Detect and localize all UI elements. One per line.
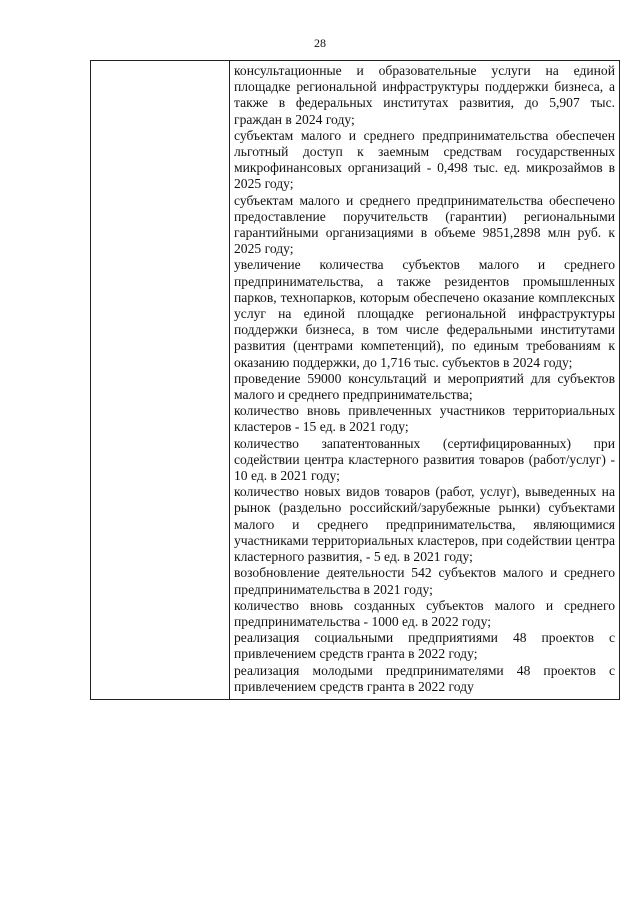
table-paragraph: проведение 59000 консультаций и мероприятий для субъектов малого и среднего предпринимательства; bbox=[234, 370, 615, 403]
table-paragraph: реализация социальными предприятиями 48 проектов с привлечением средств гранта в 2022 году; bbox=[234, 630, 615, 662]
page-number: 28 bbox=[314, 36, 326, 50]
table-row bbox=[91, 61, 620, 700]
table-paragraph: количество вновь созданных субъектов малого и среднего предпринимательства - 1000 ед. в 2022 году; bbox=[234, 597, 615, 629]
table-paragraph: количество вновь привлеченных участников территориальных кластеров - 15 ед. в 2021 году; bbox=[234, 403, 615, 435]
table-cell-right bbox=[230, 61, 620, 700]
table-paragraph: консультационные и образовательные услуги на единой площадке региональной инфраструктуры поддержки бизнеса, а также в федеральных институтах развития, до 5,907 тыс. граждан в 2024 году; bbox=[234, 63, 615, 127]
table-paragraph: количество запатентованных (сертифицированных) при содействии центра кластерного развития товаров (работ/услуг) - 10 ед. в 2021 году; bbox=[234, 435, 615, 484]
table-paragraph: реализация молодыми предпринимателями 48 проектов с привлечением средств гранта в 2022 году bbox=[234, 662, 615, 694]
table-paragraph: субъектам малого и среднего предпринимательства обеспечено предоставление поручительств (гарантии) региональными гарантийными организациями в объеме 9851,2898 млн руб. к 2025 году; bbox=[234, 192, 615, 257]
document-table bbox=[90, 60, 620, 700]
table-paragraph: возобновление деятельности 542 субъектов малого и среднего предпринимательства в 2021 году; bbox=[234, 565, 615, 597]
table-paragraph: увеличение количества субъектов малого и среднего предпринимательства, а также резидентов промышленных парков, технопарков, которым обеспечено оказание комплексных услуг на единой площадке региональной инфраструктуры поддержки бизнеса, в том числе федеральными институтами развития (центрами компетенций), по единым требованиям к оказанию поддержки, до 1,716 тыс. субъектов в 2024 году; bbox=[234, 257, 615, 370]
table-cell-left bbox=[91, 61, 230, 700]
table-paragraph: количество новых видов товаров (работ, услуг), выведенных на рынок (раздельно российский/зарубежные рынки) субъектами малого и среднего предпринимательства, являющимися участниками территориальных кластеров, при содействии центра кластерного развития, - 5 ед. в 2021 году; bbox=[234, 484, 615, 565]
table-paragraph: субъектам малого и среднего предпринимательства обеспечен льготный доступ к заемным средствам государственных микрофинансовых организаций - 0,498 тыс. ед. микрозаймов в 2025 году; bbox=[234, 127, 615, 192]
